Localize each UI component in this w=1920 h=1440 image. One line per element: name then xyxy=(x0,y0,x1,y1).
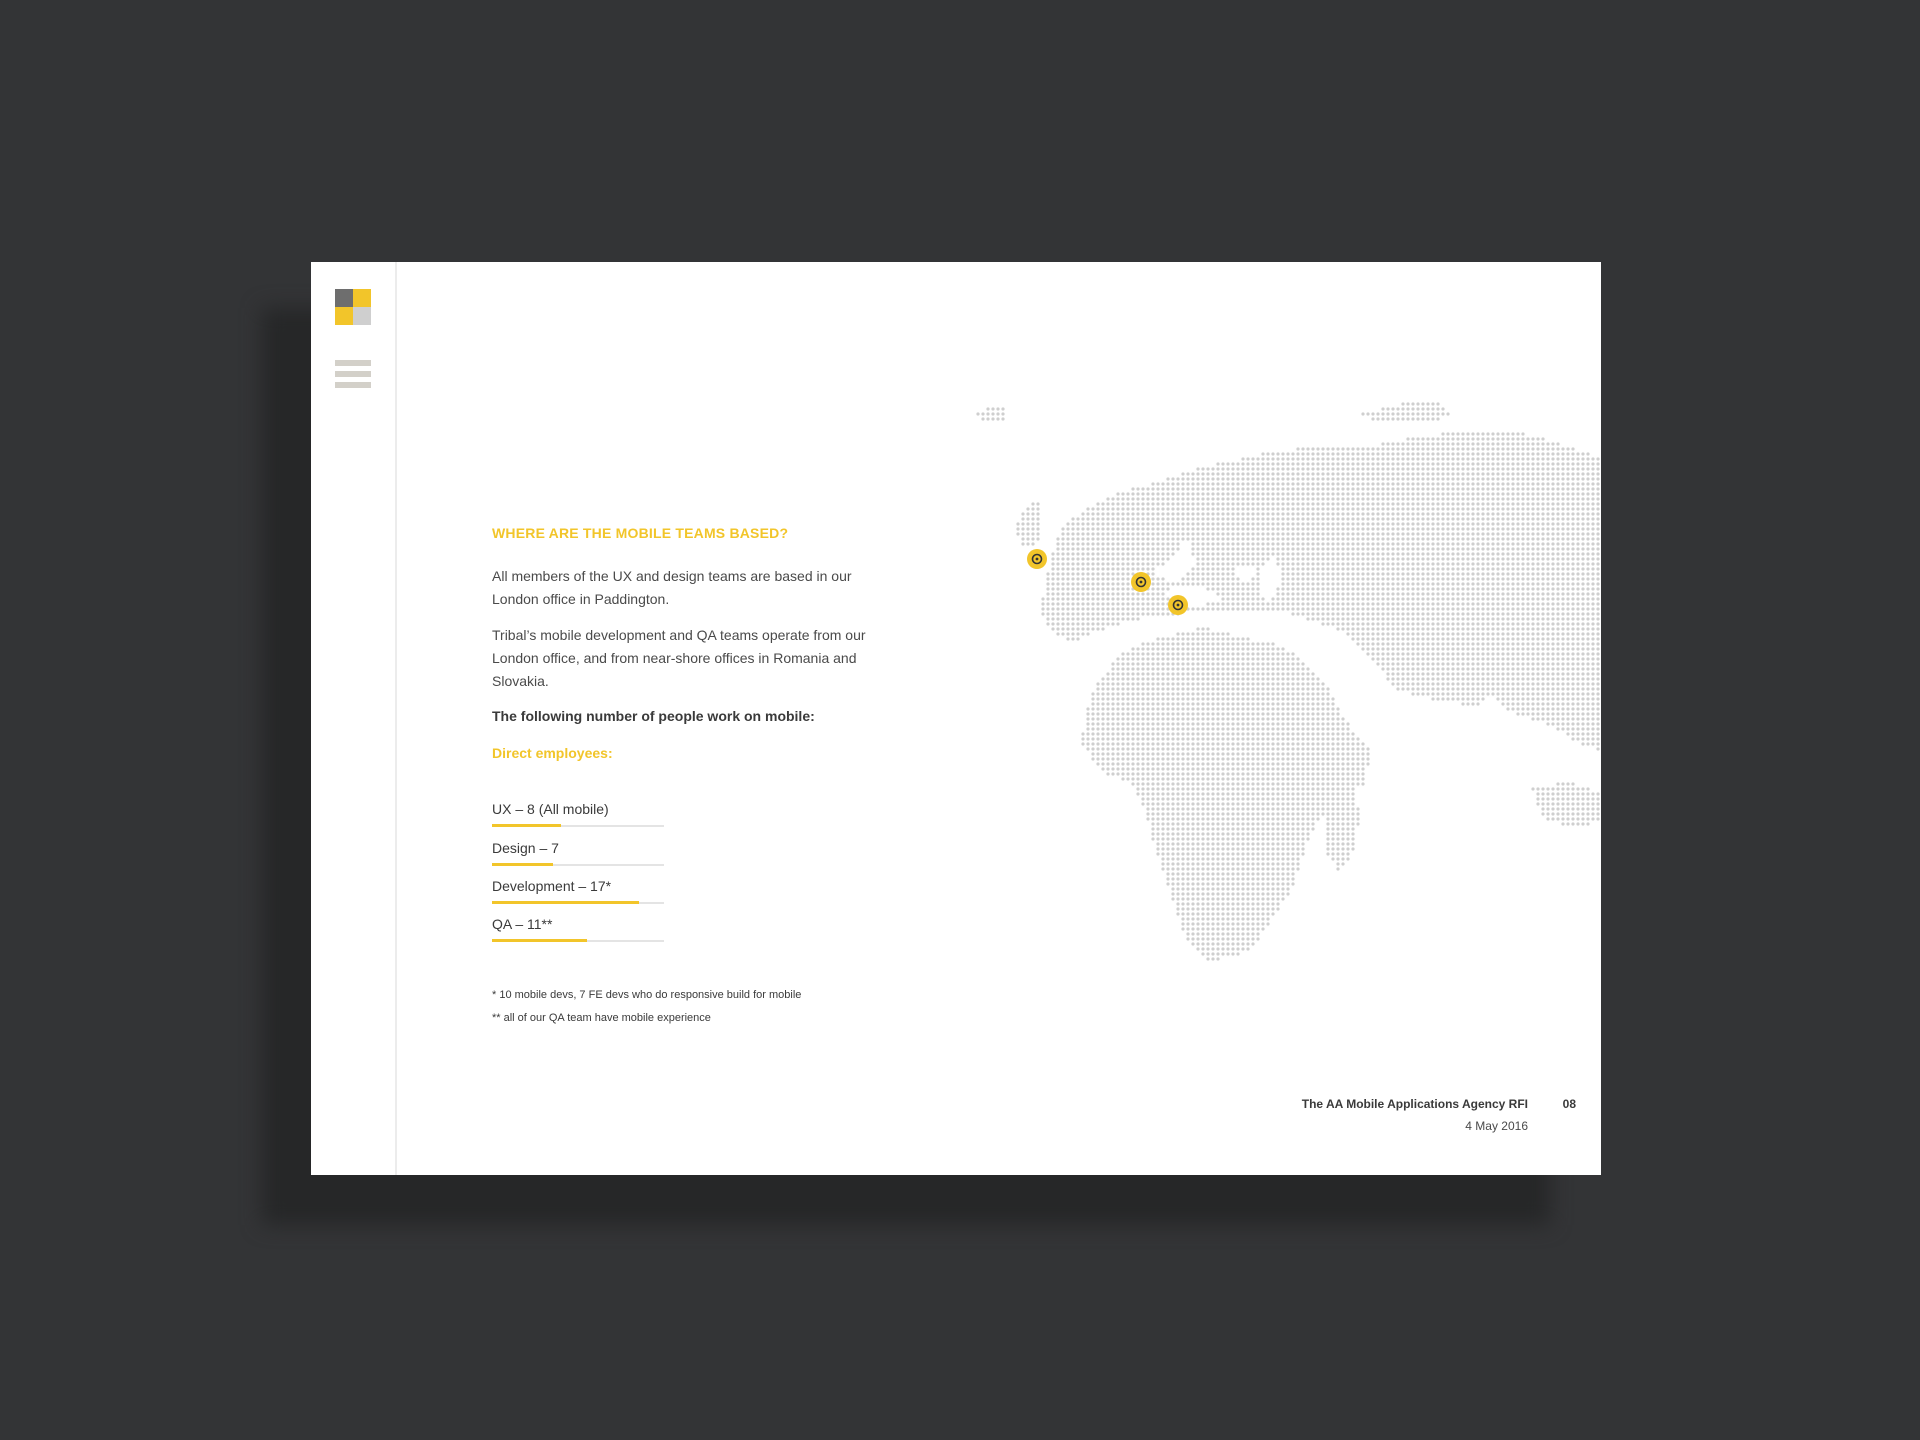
location-pin-icon xyxy=(1027,549,1047,569)
stat-ux xyxy=(492,801,664,831)
stat-track xyxy=(492,940,664,942)
stat-label: Design – 7 xyxy=(492,840,559,856)
tribal-logo[interactable] xyxy=(335,289,371,325)
dev-location-paragraph: Tribal’s mobile development and QA teams operate from our London office, and from near-shore offices in Romania and Slovakia. xyxy=(492,627,866,689)
direct-employees-subheading: Direct employees: xyxy=(492,745,613,761)
location-pin-icon xyxy=(1131,572,1151,592)
lead-in-text: The following number of people work on mobile: xyxy=(492,708,815,724)
stat-design xyxy=(492,840,664,870)
stat-track xyxy=(492,902,664,904)
section-heading: WHERE ARE THE MOBILE TEAMS BASED? xyxy=(492,525,789,541)
document-title: The AA Mobile Applications Agency RFI xyxy=(1301,1097,1528,1111)
stat-track xyxy=(492,825,664,827)
stat-development xyxy=(492,878,664,908)
stat-fill xyxy=(492,939,587,942)
footnote-dev: * 10 mobile devs, 7 FE devs who do responsive build for mobile xyxy=(492,989,802,1001)
map-dots xyxy=(976,402,1599,960)
stat-fill xyxy=(492,863,553,866)
stat-label: QA – 11** xyxy=(492,916,553,932)
footnote-qa: ** all of our QA team have mobile experience xyxy=(492,1012,711,1024)
document-page xyxy=(311,262,1601,1175)
stat-label: UX – 8 (All mobile) xyxy=(492,801,609,817)
world-dot-map xyxy=(971,352,1601,1052)
stat-qa xyxy=(492,916,664,946)
stat-fill xyxy=(492,824,561,827)
stat-label: Development – 17* xyxy=(492,878,612,894)
stat-fill xyxy=(492,901,639,904)
ux-location-paragraph: All members of the UX and design teams are based in our London office in Paddington. xyxy=(492,568,852,607)
document-date: 4 May 2016 xyxy=(1465,1119,1528,1133)
location-pin-icon xyxy=(1168,595,1188,615)
side-rail xyxy=(311,262,397,1175)
stat-track xyxy=(492,864,664,866)
page-number: 08 xyxy=(1562,1097,1576,1111)
hamburger-menu-icon[interactable] xyxy=(335,360,371,388)
